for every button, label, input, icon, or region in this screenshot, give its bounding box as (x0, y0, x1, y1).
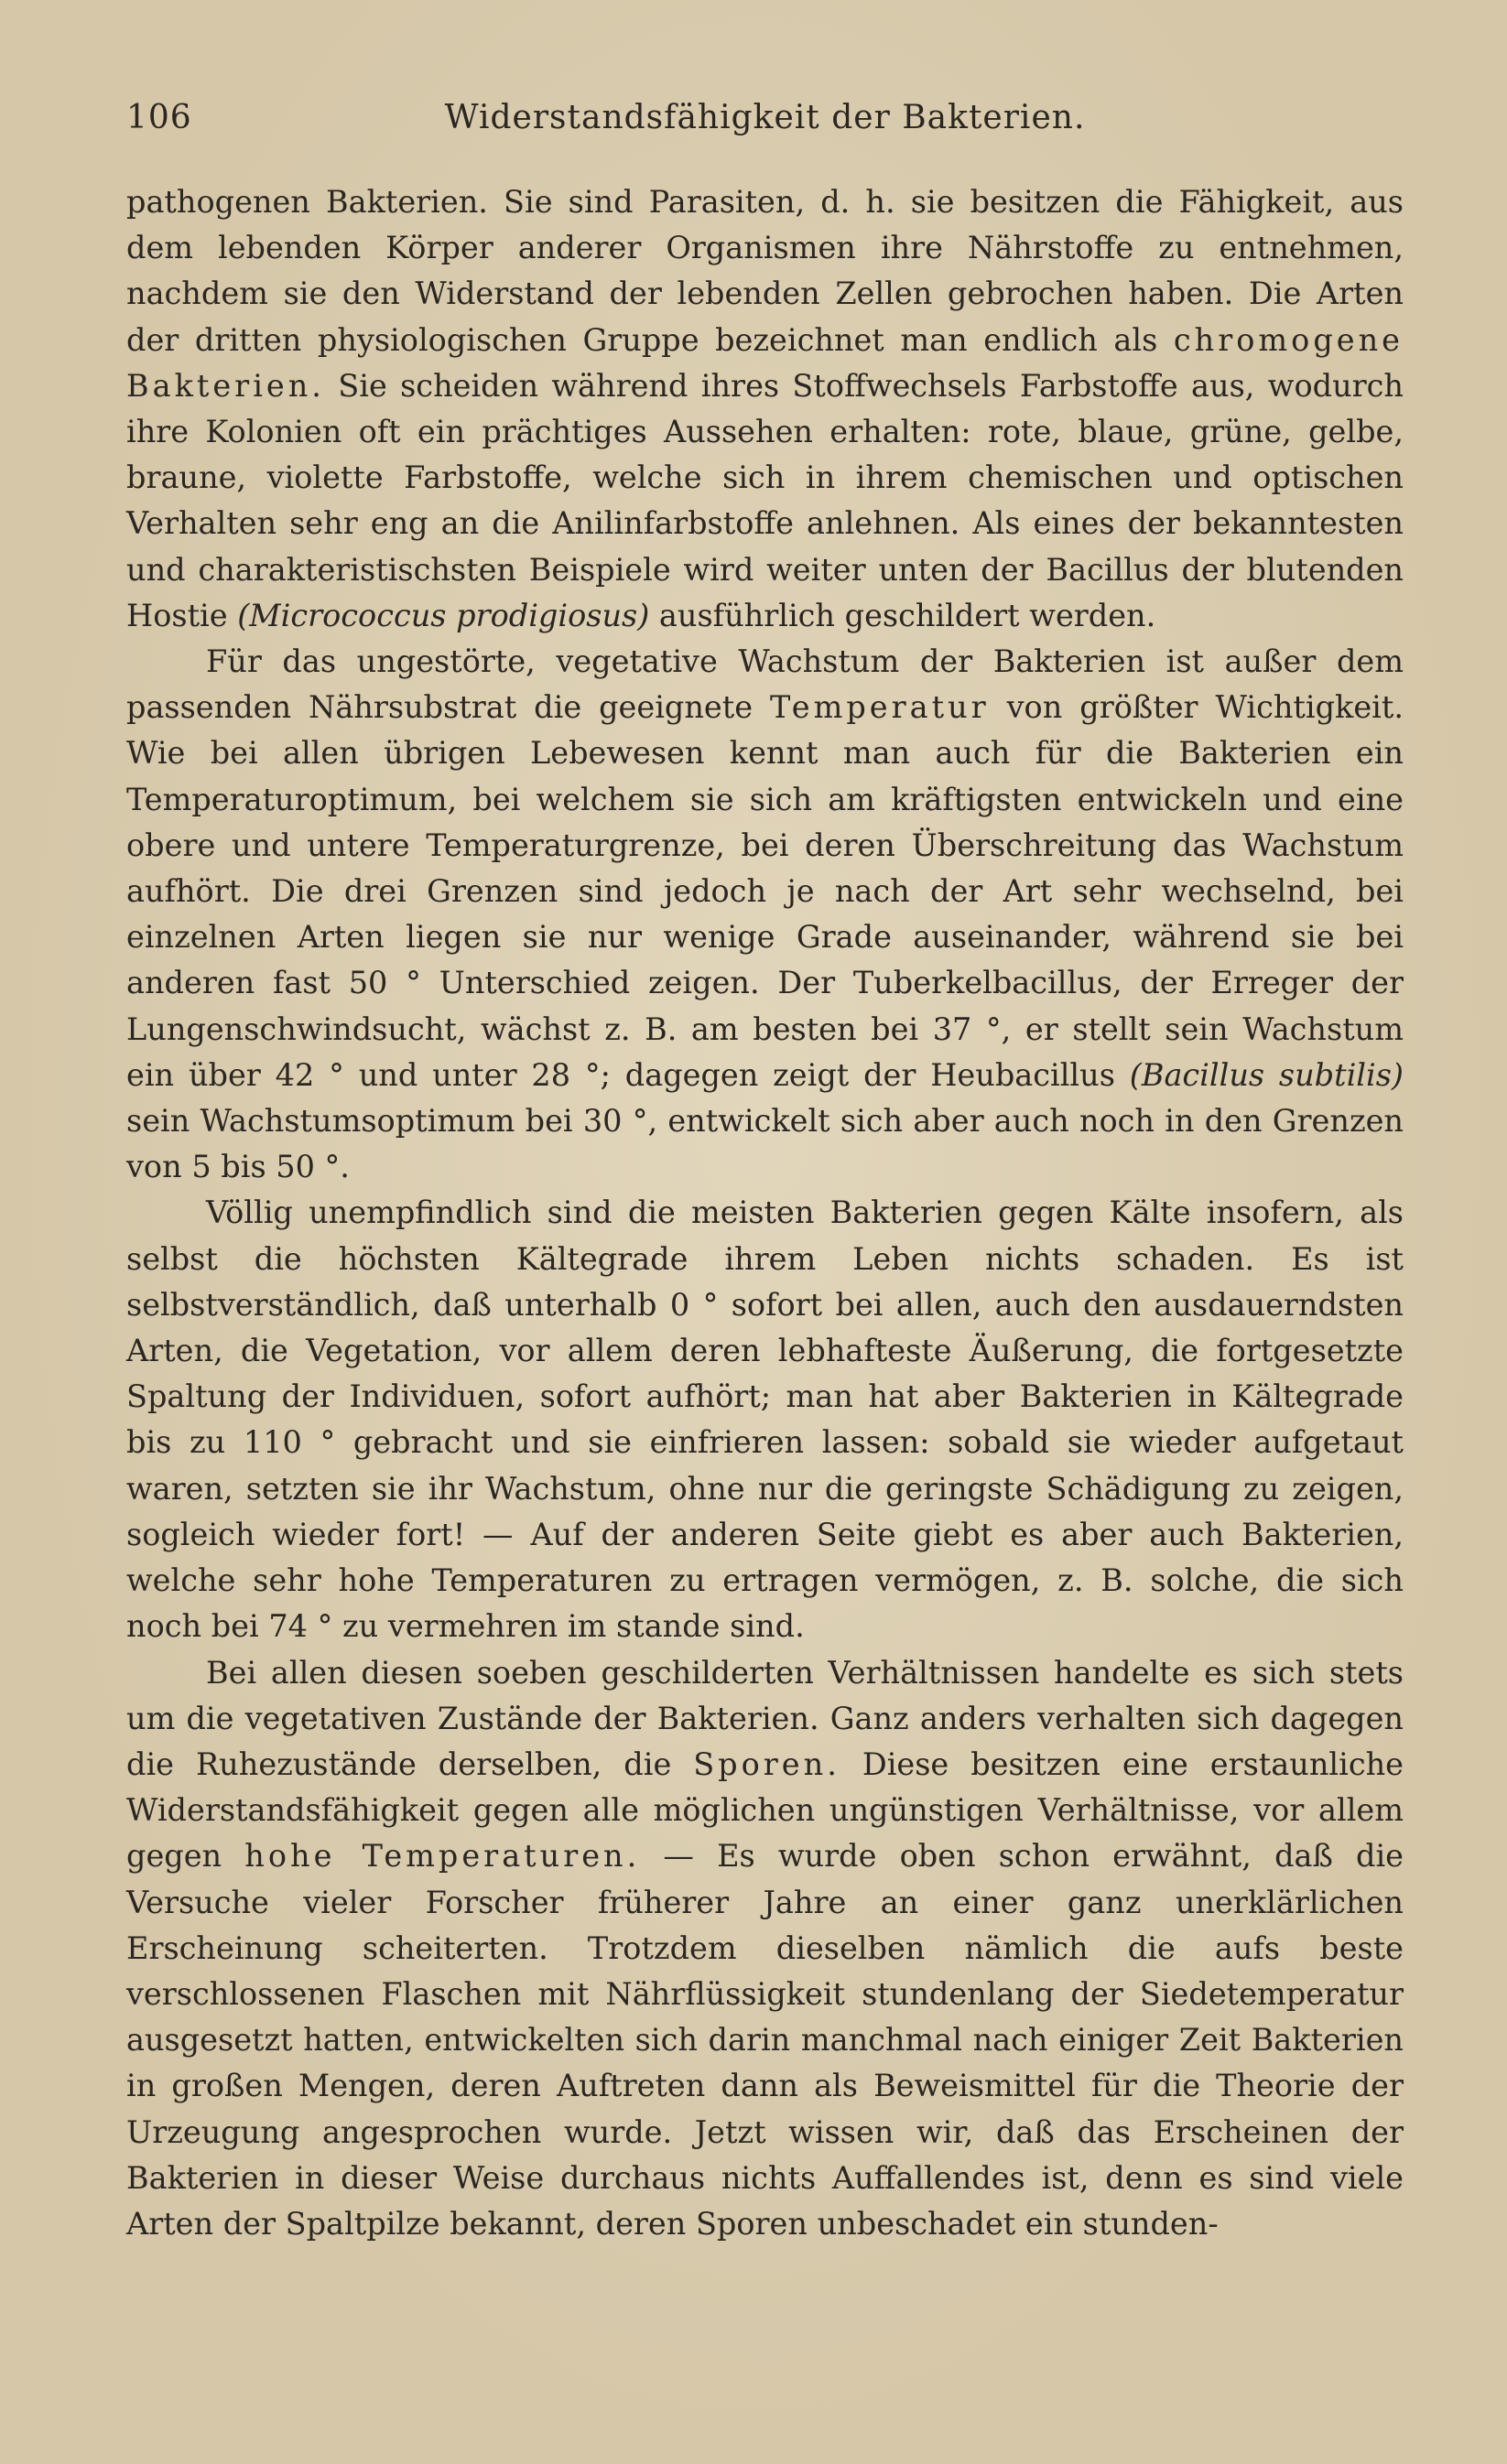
spaced-emphasis-text: Sporen. (693, 1745, 840, 1782)
text-run: — Es wurde oben schon erwähnt, daß die Versuche vieler Forscher früherer Jahre an einer ganz unerklärlichen Erscheinung scheiterten. Trotzdem dieselben nämlich die aufs beste verschlossenen Flaschen mit Nährflüssigkeit stundenlang der Siedetemperatur ausgesetzt hatten, entwickelten sich darin manchmal nach einiger Zeit Bakterien in großen Mengen, deren Auftreten dann als Beweismittel für die Theorie der Urzeugung angesprochen wurde. Jetzt wissen wir, daß das Erscheinen der Bakterien in dieser Weise durchaus nichts Auffallendes ist, denn es sind viele Arten der Spaltpilze bekannt, deren Sporen unbeschadet ein stunden- (126, 1838, 1404, 2242)
text-run: sein Wachstumsoptimum bei 30 °, entwickelt sich aber auch noch in den Grenzen von 5 bis 50 °. (126, 1103, 1404, 1185)
latin-name-text: (Micrococcus prodigiosus) (237, 597, 650, 633)
page-number: 106 (126, 99, 192, 136)
spaced-emphasis-text: chromogene Bakterien. (126, 321, 1404, 404)
paragraph (126, 639, 1404, 1190)
text-run: ausführlich geschildert werden. (649, 597, 1156, 633)
running-title: Widerstandsfähigkeit der Bakterien. (444, 99, 1086, 136)
text-run: Völlig unempfindlich sind die meisten Bakterien gegen Kälte insofern, als selbst die höchsten Kältegrade ihrem Leben nichts schaden. Es ist selbstverständlich, daß unterhalb 0 ° sofort bei allen, auch den ausdauerndsten Arten, die Vegetation, vor allem deren lebhafteste Äußerung, die fortgesetzte Spaltung der Individuen, sofort aufhört; man hat aber Bakterien in Kältegrade bis zu 110 ° gebracht und sie einfrieren lassen: sobald sie wieder aufgetaut waren, setzten sie ihr Wachstum, ohne nur die geringste Schädigung zu zeigen, sogleich wieder fort! — Auf der anderen Seite giebt es aber auch Bakterien, welche sehr hohe Temperaturen zu ertragen vermögen, z. B. solche, die sich noch bei 74 ° zu vermehren im stande sind. (126, 1194, 1404, 1645)
spaced-emphasis-text: Temperatur (770, 689, 990, 726)
text-run: Diese besitzen eine erstaunliche Widerstandsfähigkeit gegen alle möglichen ungünstigen Verhältnisse, vor allem gegen (126, 1745, 1404, 1875)
text-run: Für das ungestörte, vegetative Wachstum der Bakterien ist außer dem passenden Nährsubstrat die geeignete (126, 643, 1404, 726)
paragraph (126, 1650, 1404, 2248)
page-header (126, 99, 1404, 145)
spaced-emphasis-text: hohe Temperaturen. (244, 1838, 641, 1875)
text-run: von größter Wichtigkeit. Wie bei allen übrigen Lebewesen kennt man auch für die Bakterien ein Temperaturoptimum, bei welchem sie sich am kräftigsten entwickeln und eine obere und untere Temperaturgrenze, bei deren Überschreitung das Wachstum aufhört. Die drei Grenzen sind jedoch je nach der Art sehr wechselnd, bei einzelnen Arten liegen sie nur wenige Grade auseinander, während sie bei anderen fast 50 ° Unterschied zeigen. Der Tuberkelbacillus, der Erreger der Lungenschwindsucht, wächst z. B. am besten bei 37 °, er stellt sein Wachstum ein über 42 ° und unter 28 °; dagegen zeigt der Heubacillus (126, 689, 1404, 1093)
latin-name-text: (Bacillus subtilis) (1129, 1056, 1404, 1093)
text-run: Sie scheiden während ihres Stoffwechsels Farbstoffe aus, wodurch ihre Kolonien oft ein prächtiges Aussehen erhalten: rote, blaue, grüne, gelbe, braune, violette Farbstoffe, welche sich in ihrem chemischen und optischen Verhalten sehr eng an die Anilinfarbstoffe anlehnen. Als eines der bekanntesten und charakteristischsten Beispiele wird weiter unten der Bacillus der blutenden Hostie (126, 367, 1404, 633)
text-run: Bei allen diesen soeben geschilderten Verhältnissen handelte es sich stets um die vegetativen Zustände der Bakterien. Ganz anders verhalten sich dagegen die Ruhezustände derselben, die (126, 1654, 1404, 1782)
body-text (126, 179, 1404, 2247)
text-run: pathogenen Bakterien. Sie sind Parasiten, d. h. sie besitzen die Fähigkeit, aus dem lebenden Körper anderer Organismen ihre Nährstoffe zu entnehmen, nachdem sie den Widerstand der lebenden Zellen gebrochen haben. Die Arten der dritten physiologischen Gruppe bezeichnet man endlich als (126, 184, 1404, 358)
paragraph (126, 1190, 1404, 1649)
paragraph (126, 179, 1404, 639)
